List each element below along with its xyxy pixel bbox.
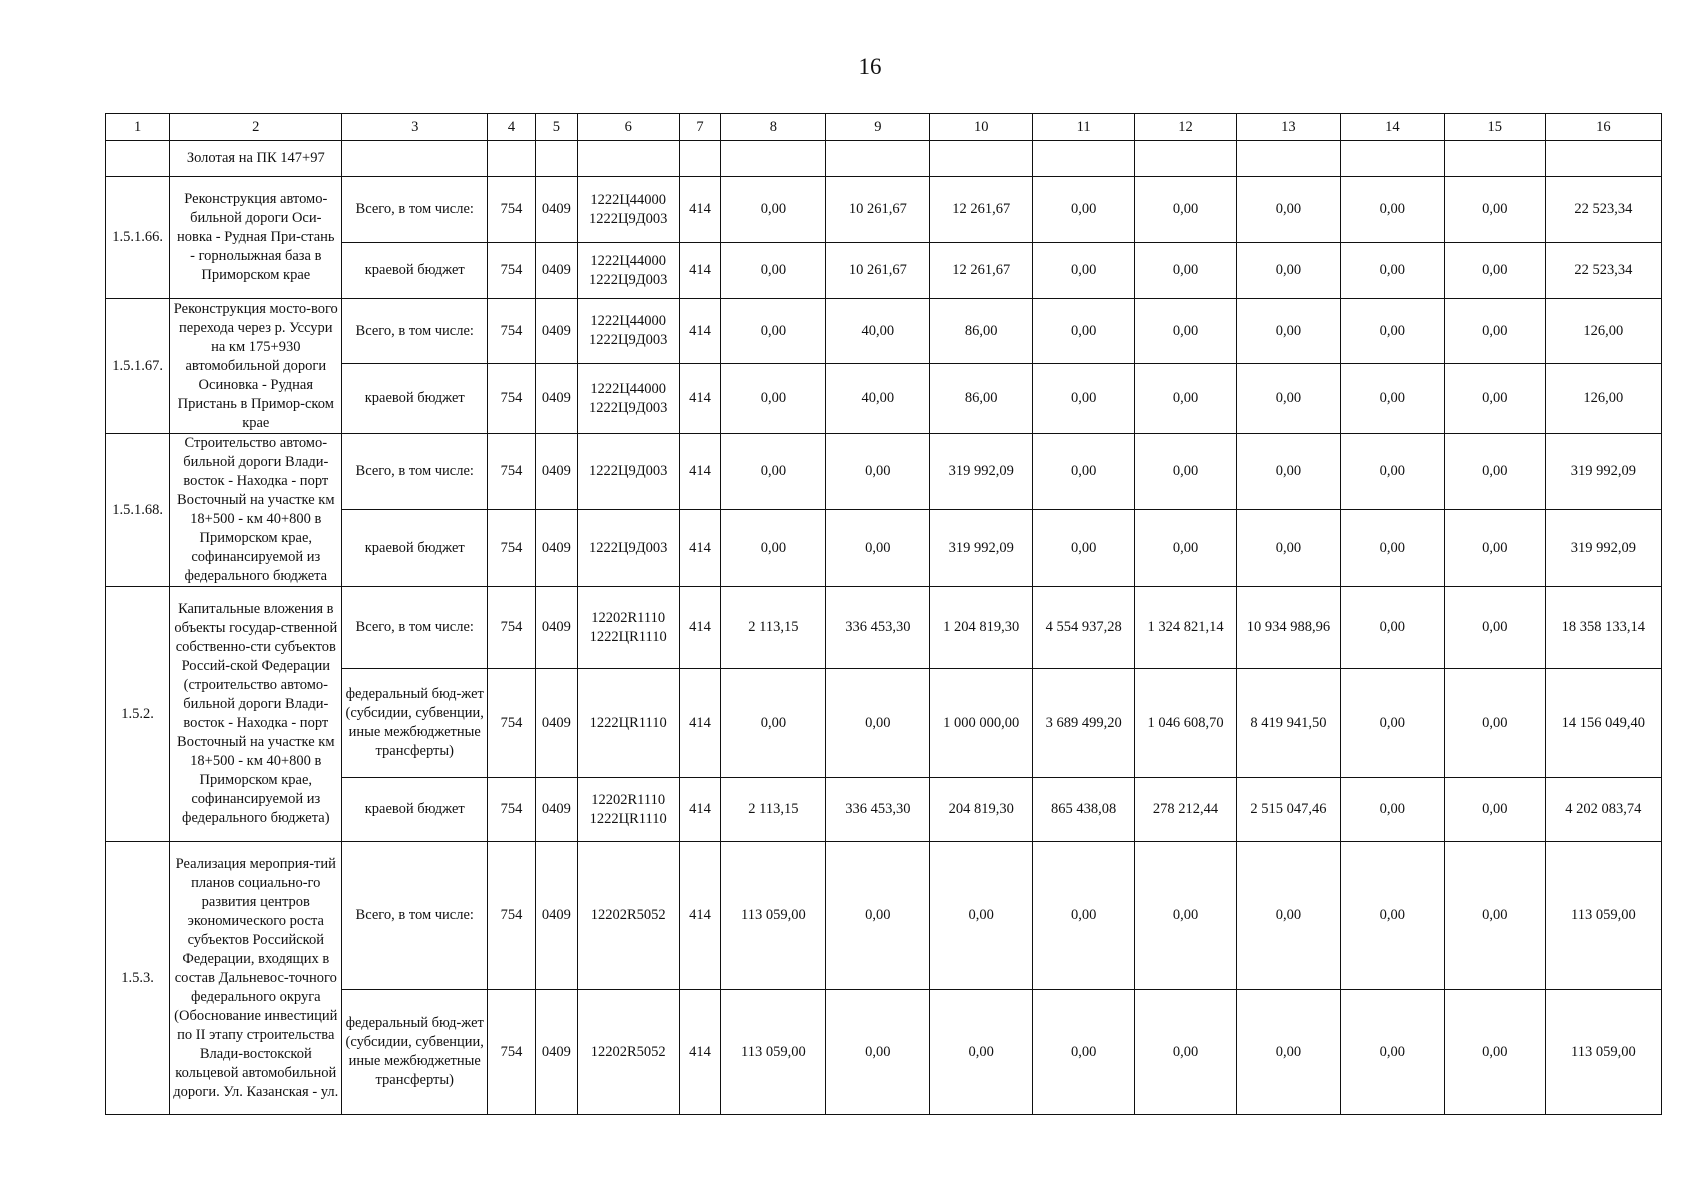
cell-v14: 0,00: [1340, 243, 1444, 299]
cell-v9: 40,00: [826, 364, 930, 434]
cell-v14: 0,00: [1340, 510, 1444, 587]
cell-c5: 0409: [535, 299, 577, 364]
item-code: 1.5.2.: [106, 587, 170, 842]
continuation-row: [106, 141, 1662, 177]
cell-v13: 0,00: [1236, 364, 1340, 434]
cell-v12: 0,00: [1135, 434, 1237, 510]
cell-v13: 0,00: [1236, 434, 1340, 510]
header-cell: 13: [1236, 114, 1340, 141]
cell-v16: 113 059,00: [1545, 842, 1661, 990]
cell-v15: 0,00: [1444, 243, 1545, 299]
empty-cell: [342, 141, 488, 177]
cell-v15: 0,00: [1444, 669, 1545, 778]
cell-v9: 0,00: [826, 510, 930, 587]
cell-v16: 14 156 049,40: [1545, 669, 1661, 778]
cell-c5: 0409: [535, 510, 577, 587]
cell-c7: 414: [679, 778, 721, 842]
empty-cell: [1545, 141, 1661, 177]
cell-c7: 414: [679, 177, 721, 243]
header-cell: 4: [488, 114, 536, 141]
header-cell: 10: [930, 114, 1033, 141]
cell-v14: 0,00: [1340, 990, 1444, 1115]
cell-v8: 0,00: [721, 669, 826, 778]
cell-v11: 0,00: [1033, 364, 1135, 434]
funding-source: Всего, в том числе:: [342, 434, 488, 510]
table-row: [106, 299, 1662, 364]
header-cell: 2: [170, 114, 342, 141]
cell-v14: 0,00: [1340, 587, 1444, 669]
item-name: Капитальные вложения в объекты государ-ственной собственно-сти субъектов Россий-ской Федерации (строительство автомо-бильной дороги Влади-восток - Находка - порт Восточный на участке км 18+500 - км 40+800 в Приморском крае, софинансируемой из федерального бюджета): [170, 587, 342, 842]
cell-c4: 754: [488, 177, 536, 243]
cell-v11: 0,00: [1033, 434, 1135, 510]
cell-v14: 0,00: [1340, 778, 1444, 842]
cell-v12: 0,00: [1135, 299, 1237, 364]
cell-v10: 0,00: [930, 842, 1033, 990]
cell-v12: 0,00: [1135, 243, 1237, 299]
cell-c7: 414: [679, 842, 721, 990]
cell-v9: 0,00: [826, 434, 930, 510]
cell-c6: 12202R5052: [577, 842, 679, 990]
cell-c4: 754: [488, 669, 536, 778]
cell-v13: 2 515 047,46: [1236, 778, 1340, 842]
cell-v11: 0,00: [1033, 243, 1135, 299]
cell-v9: 40,00: [826, 299, 930, 364]
cell-c6: 12202R1110 1222ЦR1110: [577, 587, 679, 669]
cell-v15: 0,00: [1444, 434, 1545, 510]
cell-v13: 0,00: [1236, 990, 1340, 1115]
cell-v10: 204 819,30: [930, 778, 1033, 842]
funding-source: федеральный бюд-жет (субсидии, субвенции, иные межбюджетные трансферты): [342, 669, 488, 778]
cell-v15: 0,00: [1444, 364, 1545, 434]
cell-v15: 0,00: [1444, 842, 1545, 990]
header-cell: 15: [1444, 114, 1545, 141]
cell-c5: 0409: [535, 587, 577, 669]
cell-v15: 0,00: [1444, 990, 1545, 1115]
empty-cell: [488, 141, 536, 177]
empty-cell: [1135, 141, 1237, 177]
cell-c7: 414: [679, 243, 721, 299]
cell-c6: 1222Ц9Д003: [577, 434, 679, 510]
header-cell: 11: [1033, 114, 1135, 141]
cell-c4: 754: [488, 364, 536, 434]
funding-source: краевой бюджет: [342, 364, 488, 434]
table-body: [106, 114, 1662, 1115]
cell-v11: 0,00: [1033, 177, 1135, 243]
cell-v8: 0,00: [721, 364, 826, 434]
cell-v9: 0,00: [826, 669, 930, 778]
cell-c4: 754: [488, 587, 536, 669]
cell-c7: 414: [679, 299, 721, 364]
funding-source: Всего, в том числе:: [342, 177, 488, 243]
empty-cell: [535, 141, 577, 177]
cell-v10: 12 261,67: [930, 243, 1033, 299]
item-code: 1.5.1.66.: [106, 177, 170, 299]
cell-v10: 12 261,67: [930, 177, 1033, 243]
empty-cell: [679, 141, 721, 177]
cell-v12: 278 212,44: [1135, 778, 1237, 842]
cell-v14: 0,00: [1340, 842, 1444, 990]
cell-v10: 86,00: [930, 364, 1033, 434]
continuation-name: Золотая на ПК 147+97: [170, 141, 342, 177]
empty-cell: [1340, 141, 1444, 177]
cell-v10: 319 992,09: [930, 434, 1033, 510]
cell-v10: 86,00: [930, 299, 1033, 364]
cell-v8: 0,00: [721, 299, 826, 364]
cell-v8: 0,00: [721, 510, 826, 587]
cell-v11: 865 438,08: [1033, 778, 1135, 842]
cell-v16: 22 523,34: [1545, 243, 1661, 299]
table-row: [106, 177, 1662, 243]
cell-v15: 0,00: [1444, 778, 1545, 842]
empty-cell: [1444, 141, 1545, 177]
cell-v14: 0,00: [1340, 669, 1444, 778]
cell-v9: 336 453,30: [826, 778, 930, 842]
table-row: [106, 842, 1662, 990]
cell-v13: 0,00: [1236, 510, 1340, 587]
item-name: Реализация мероприя-тий планов социально-го развития центров экономического роста субъектов Российской Федерации, входящих в состав Дальневос-точного федерального округа (Обоснование инвестиций по II этапу строительства Влади-востокской кольцевой автомобильной дороги. Ул. Казанская - ул.: [170, 842, 342, 1115]
cell-c5: 0409: [535, 669, 577, 778]
cell-v13: 10 934 988,96: [1236, 587, 1340, 669]
cell-v8: 2 113,15: [721, 587, 826, 669]
empty-cell: [577, 141, 679, 177]
cell-v12: 1 324 821,14: [1135, 587, 1237, 669]
cell-c5: 0409: [535, 434, 577, 510]
cell-c4: 754: [488, 434, 536, 510]
funding-source: краевой бюджет: [342, 778, 488, 842]
header-cell: 16: [1545, 114, 1661, 141]
budget-table: [105, 113, 1662, 1115]
cell-v13: 0,00: [1236, 243, 1340, 299]
cell-v16: 126,00: [1545, 299, 1661, 364]
header-cell: 9: [826, 114, 930, 141]
cell-v16: 4 202 083,74: [1545, 778, 1661, 842]
header-cell: 7: [679, 114, 721, 141]
cell-c4: 754: [488, 510, 536, 587]
table-row: [106, 587, 1662, 669]
cell-c7: 414: [679, 990, 721, 1115]
page-number: 16: [858, 54, 882, 79]
cell-c7: 414: [679, 669, 721, 778]
item-code: 1.5.1.67.: [106, 299, 170, 434]
cell-c7: 414: [679, 587, 721, 669]
empty-cell: [721, 141, 826, 177]
cell-c6: 1222ЦR1110: [577, 669, 679, 778]
cell-v11: 4 554 937,28: [1033, 587, 1135, 669]
cell-v9: 10 261,67: [826, 177, 930, 243]
cell-v11: 0,00: [1033, 299, 1135, 364]
cell-v10: 1 204 819,30: [930, 587, 1033, 669]
empty-cell: [106, 141, 170, 177]
cell-v9: 336 453,30: [826, 587, 930, 669]
cell-v11: 0,00: [1033, 842, 1135, 990]
cell-v10: 0,00: [930, 990, 1033, 1115]
item-name: Строительство автомо-бильной дороги Влади-восток - Находка - порт Восточный на участке км 18+500 - км 40+800 в Приморском крае, софинансируемой из федерального бюджета: [170, 434, 342, 587]
cell-c5: 0409: [535, 842, 577, 990]
cell-v10: 319 992,09: [930, 510, 1033, 587]
cell-c5: 0409: [535, 243, 577, 299]
cell-v14: 0,00: [1340, 434, 1444, 510]
cell-c5: 0409: [535, 177, 577, 243]
item-name: Реконструкция мосто-вого перехода через р. Уссури на км 175+930 автомобильной дороги Осиновка - Рудная Пристань в Примор-ском крае: [170, 299, 342, 434]
item-name: Реконструкция автомо-бильной дороги Оси-новка - Рудная При-стань - горнолыжная база в Приморском крае: [170, 177, 342, 299]
cell-v12: 0,00: [1135, 842, 1237, 990]
cell-c5: 0409: [535, 990, 577, 1115]
empty-cell: [1033, 141, 1135, 177]
cell-v16: 18 358 133,14: [1545, 587, 1661, 669]
empty-cell: [826, 141, 930, 177]
cell-v14: 0,00: [1340, 364, 1444, 434]
cell-c7: 414: [679, 510, 721, 587]
cell-v12: 0,00: [1135, 510, 1237, 587]
cell-v11: 0,00: [1033, 990, 1135, 1115]
cell-v9: 10 261,67: [826, 243, 930, 299]
cell-v14: 0,00: [1340, 299, 1444, 364]
cell-v15: 0,00: [1444, 177, 1545, 243]
cell-c6: 1222Ц44000 1222Ц9Д003: [577, 177, 679, 243]
cell-v9: 0,00: [826, 990, 930, 1115]
cell-v16: 319 992,09: [1545, 434, 1661, 510]
cell-v16: 22 523,34: [1545, 177, 1661, 243]
header-cell: 3: [342, 114, 488, 141]
cell-v16: 319 992,09: [1545, 510, 1661, 587]
funding-source: краевой бюджет: [342, 510, 488, 587]
empty-cell: [1236, 141, 1340, 177]
cell-c7: 414: [679, 434, 721, 510]
funding-source: Всего, в том числе:: [342, 587, 488, 669]
cell-v15: 0,00: [1444, 587, 1545, 669]
cell-v11: 3 689 499,20: [1033, 669, 1135, 778]
cell-v14: 0,00: [1340, 177, 1444, 243]
cell-v8: 0,00: [721, 434, 826, 510]
cell-c7: 414: [679, 364, 721, 434]
cell-v12: 0,00: [1135, 364, 1237, 434]
cell-c4: 754: [488, 778, 536, 842]
cell-v10: 1 000 000,00: [930, 669, 1033, 778]
header-cell: 1: [106, 114, 170, 141]
cell-c4: 754: [488, 243, 536, 299]
cell-c6: 12202R5052: [577, 990, 679, 1115]
empty-cell: [930, 141, 1033, 177]
cell-v8: 113 059,00: [721, 842, 826, 990]
cell-v8: 2 113,15: [721, 778, 826, 842]
funding-source: Всего, в том числе:: [342, 299, 488, 364]
cell-v8: 113 059,00: [721, 990, 826, 1115]
header-row: [106, 114, 1662, 141]
cell-v8: 0,00: [721, 243, 826, 299]
cell-c4: 754: [488, 842, 536, 990]
cell-v16: 113 059,00: [1545, 990, 1661, 1115]
cell-v13: 0,00: [1236, 177, 1340, 243]
cell-v9: 0,00: [826, 842, 930, 990]
cell-v15: 0,00: [1444, 299, 1545, 364]
item-code: 1.5.1.68.: [106, 434, 170, 587]
cell-c6: 1222Ц44000 1222Ц9Д003: [577, 364, 679, 434]
header-cell: 12: [1135, 114, 1237, 141]
cell-c5: 0409: [535, 364, 577, 434]
cell-c5: 0409: [535, 778, 577, 842]
cell-v11: 0,00: [1033, 510, 1135, 587]
cell-v8: 0,00: [721, 177, 826, 243]
item-code: 1.5.3.: [106, 842, 170, 1115]
header-cell: 8: [721, 114, 826, 141]
cell-c4: 754: [488, 299, 536, 364]
cell-c6: 1222Ц44000 1222Ц9Д003: [577, 299, 679, 364]
cell-v12: 1 046 608,70: [1135, 669, 1237, 778]
header-cell: 14: [1340, 114, 1444, 141]
funding-source: Всего, в том числе:: [342, 842, 488, 990]
cell-c6: 1222Ц44000 1222Ц9Д003: [577, 243, 679, 299]
table-row: [106, 434, 1662, 510]
cell-v15: 0,00: [1444, 510, 1545, 587]
funding-source: краевой бюджет: [342, 243, 488, 299]
cell-v13: 0,00: [1236, 842, 1340, 990]
header-cell: 5: [535, 114, 577, 141]
cell-v12: 0,00: [1135, 177, 1237, 243]
funding-source: федеральный бюд-жет (субсидии, субвенции, иные межбюджетные трансферты): [342, 990, 488, 1115]
cell-v13: 8 419 941,50: [1236, 669, 1340, 778]
cell-c4: 754: [488, 990, 536, 1115]
cell-c6: 12202R1110 1222ЦR1110: [577, 778, 679, 842]
cell-v12: 0,00: [1135, 990, 1237, 1115]
header-cell: 6: [577, 114, 679, 141]
cell-v16: 126,00: [1545, 364, 1661, 434]
cell-c6: 1222Ц9Д003: [577, 510, 679, 587]
cell-v13: 0,00: [1236, 299, 1340, 364]
